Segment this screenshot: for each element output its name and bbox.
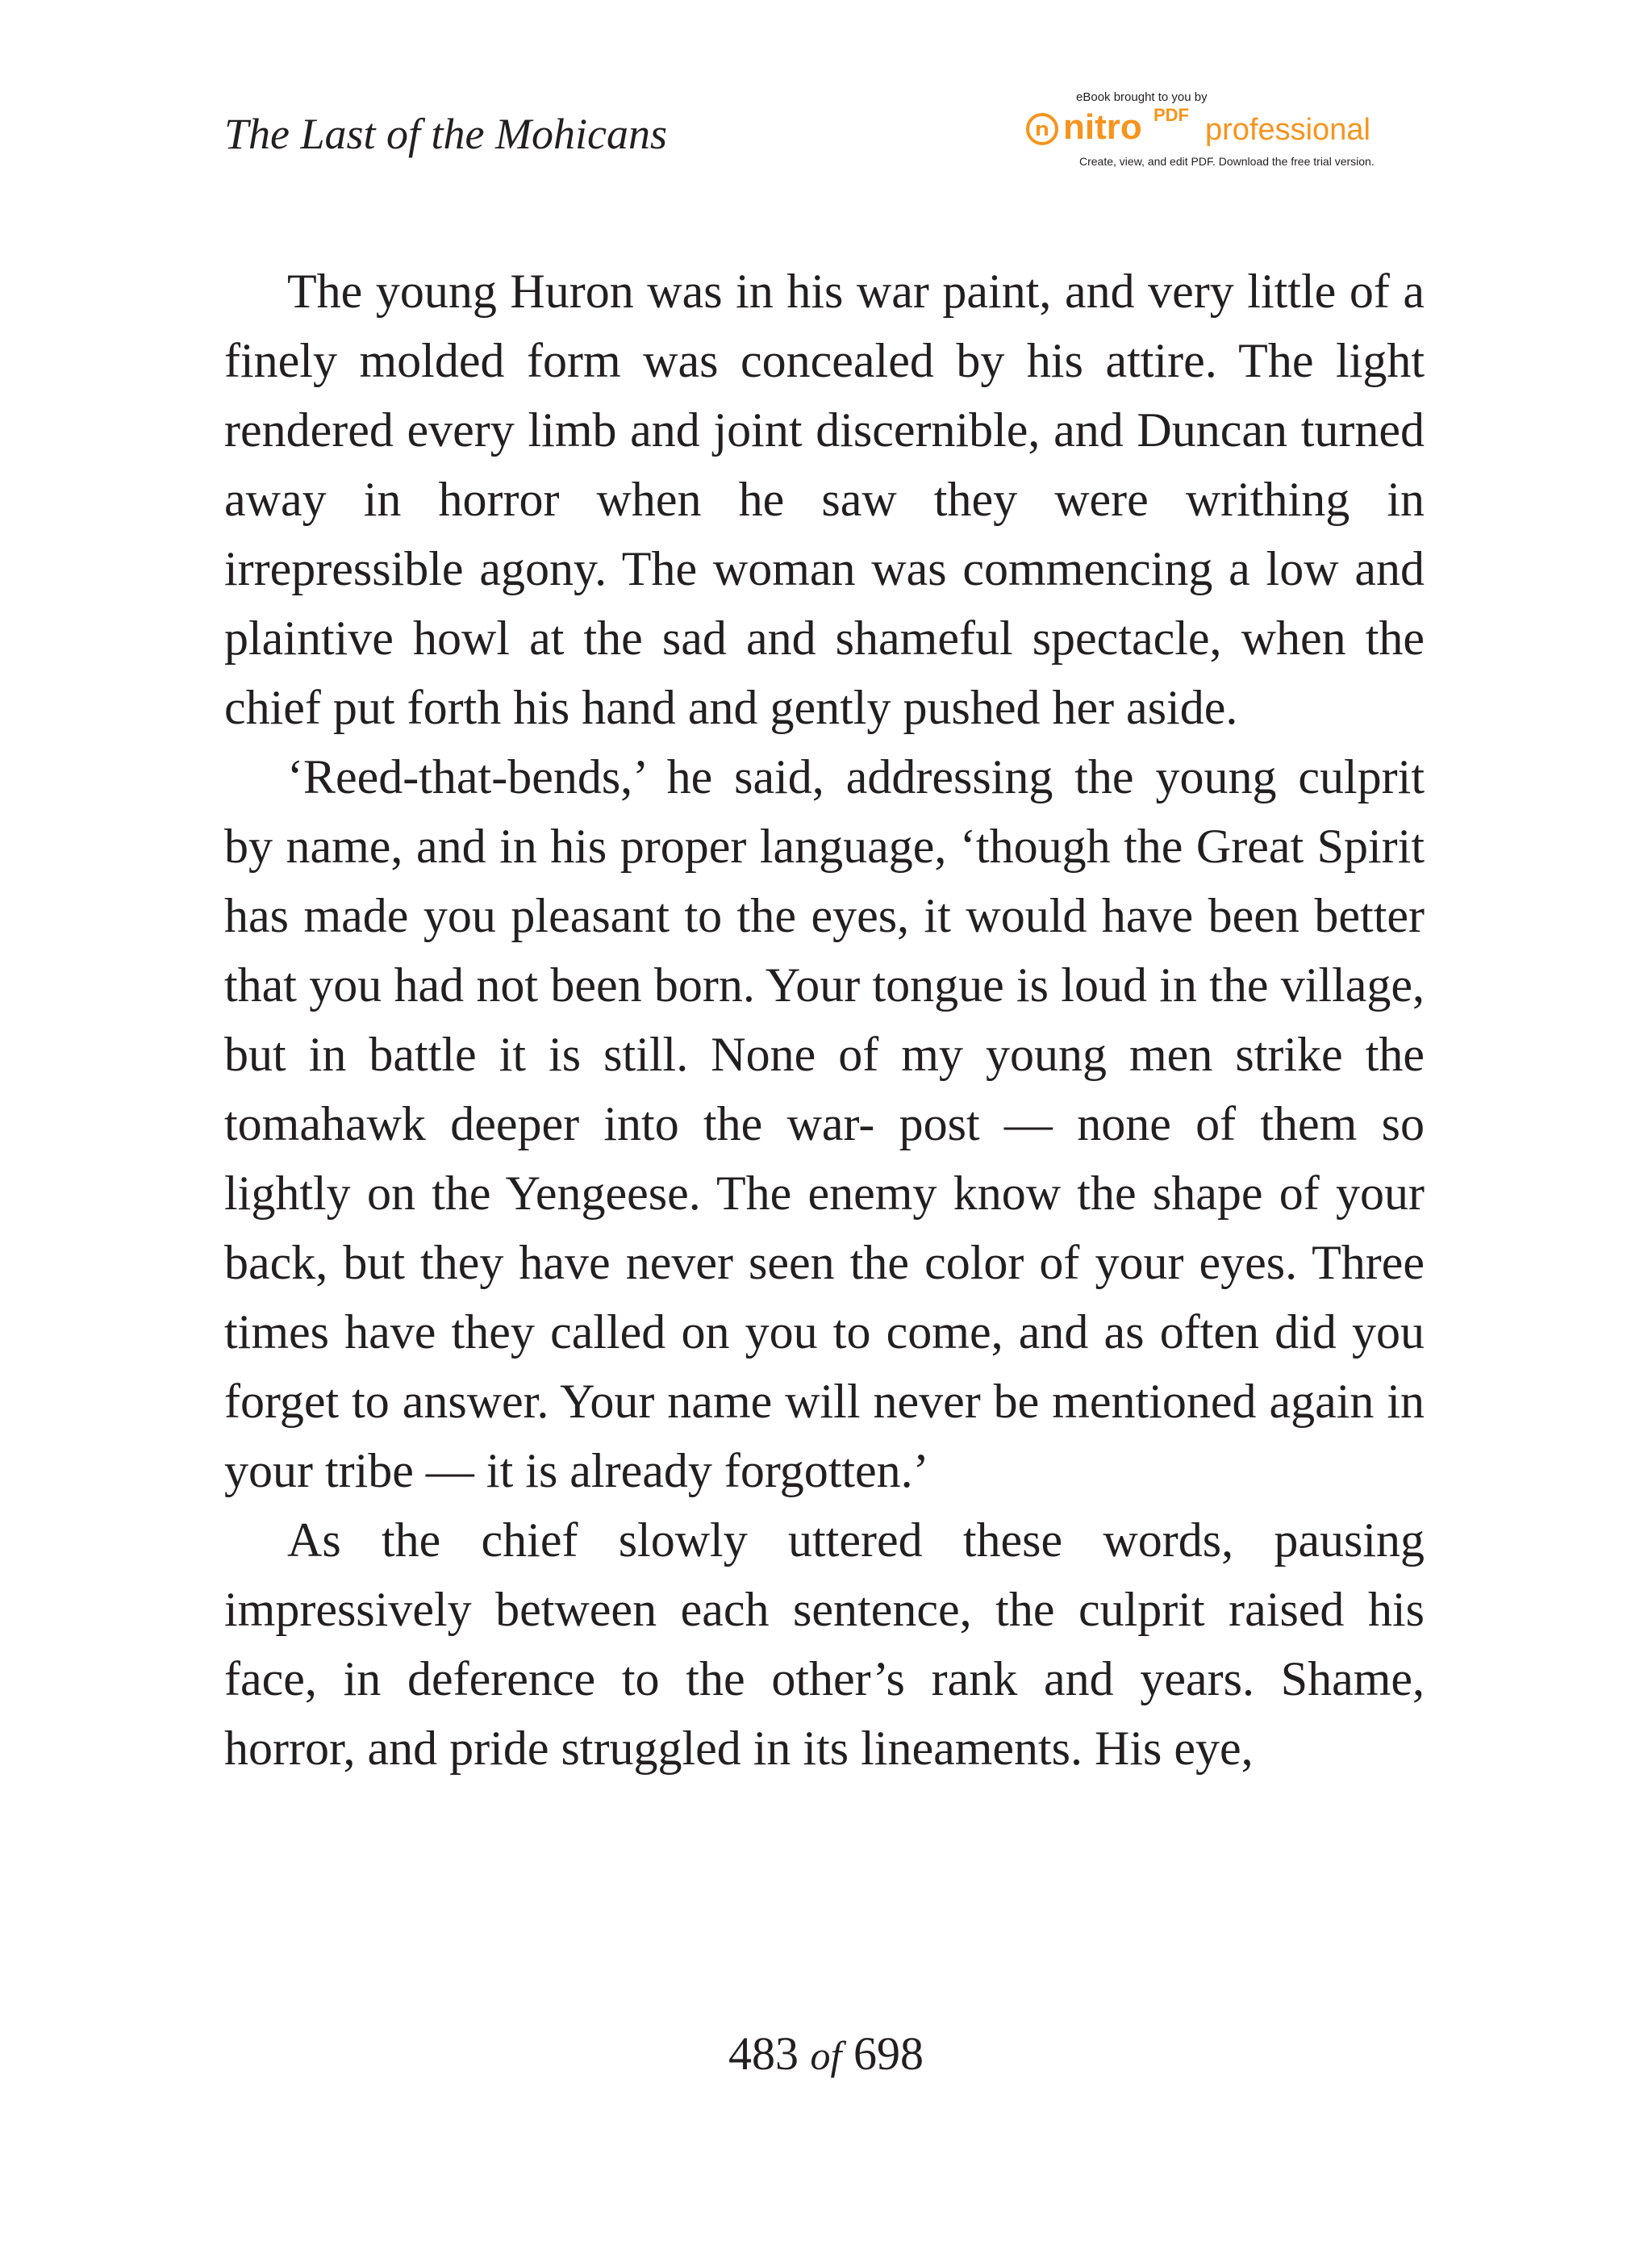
paragraph: ‘Reed-that-bends,’ he said, addressing the young culprit by name, and in his proper language, ‘though the Great Spirit has made you pleasant to the eyes, it would have been better that you had not been born. Your tongue is loud in the village, but in battle it is still. None of my young men strike the tomahawk deeper into the war- post — none of them so lightly on the Yengeese. The enemy know the shape of your back, but they have never seen the color of your eyes. Three times have they called on you to come, and as often did you forget to answer. Your name will never be mentioned again in your tribe — it is already forgotten.’ — [224, 750, 1425, 1497]
paragraph: The young Huron was in his war paint, and very little of a finely molded form was concealed by his attire. The light rendered every limb and joint discernible, and Duncan turned away in horror when he saw they were writhing in irrepressible agony. The woman was commencing a low and plaintive howl at the sad and shameful spectacle, when the chief put forth his hand and gently pushed her aside. — [224, 265, 1425, 734]
total-pages: 698 — [853, 2027, 924, 2080]
paragraph: As the chief slowly uttered these words, pausing impressively between each sentence, the culprit raised his face, in deference to the other’s rank and years. Shame, horror, and pride struggled in its lineaments. His eye, — [224, 1513, 1425, 1775]
book-title: The Last of the Mohicans — [224, 110, 667, 158]
nitro-logo-icon — [1026, 113, 1058, 145]
nitro-pdf-banner[interactable] — [1026, 90, 1413, 171]
ad-brand: nitro — [1063, 107, 1142, 147]
ad-top-line: eBook brought to you by — [1076, 90, 1208, 104]
body-text — [224, 257, 1425, 1783]
ad-product: professional — [1205, 113, 1370, 147]
ad-tagline: Create, view, and edit PDF. Download the free trial version. — [1079, 155, 1375, 168]
current-page: 483 — [728, 2027, 799, 2080]
page-number — [0, 2022, 1652, 2088]
of-word: of — [810, 2033, 842, 2078]
ad-superscript: PDF — [1153, 105, 1189, 125]
